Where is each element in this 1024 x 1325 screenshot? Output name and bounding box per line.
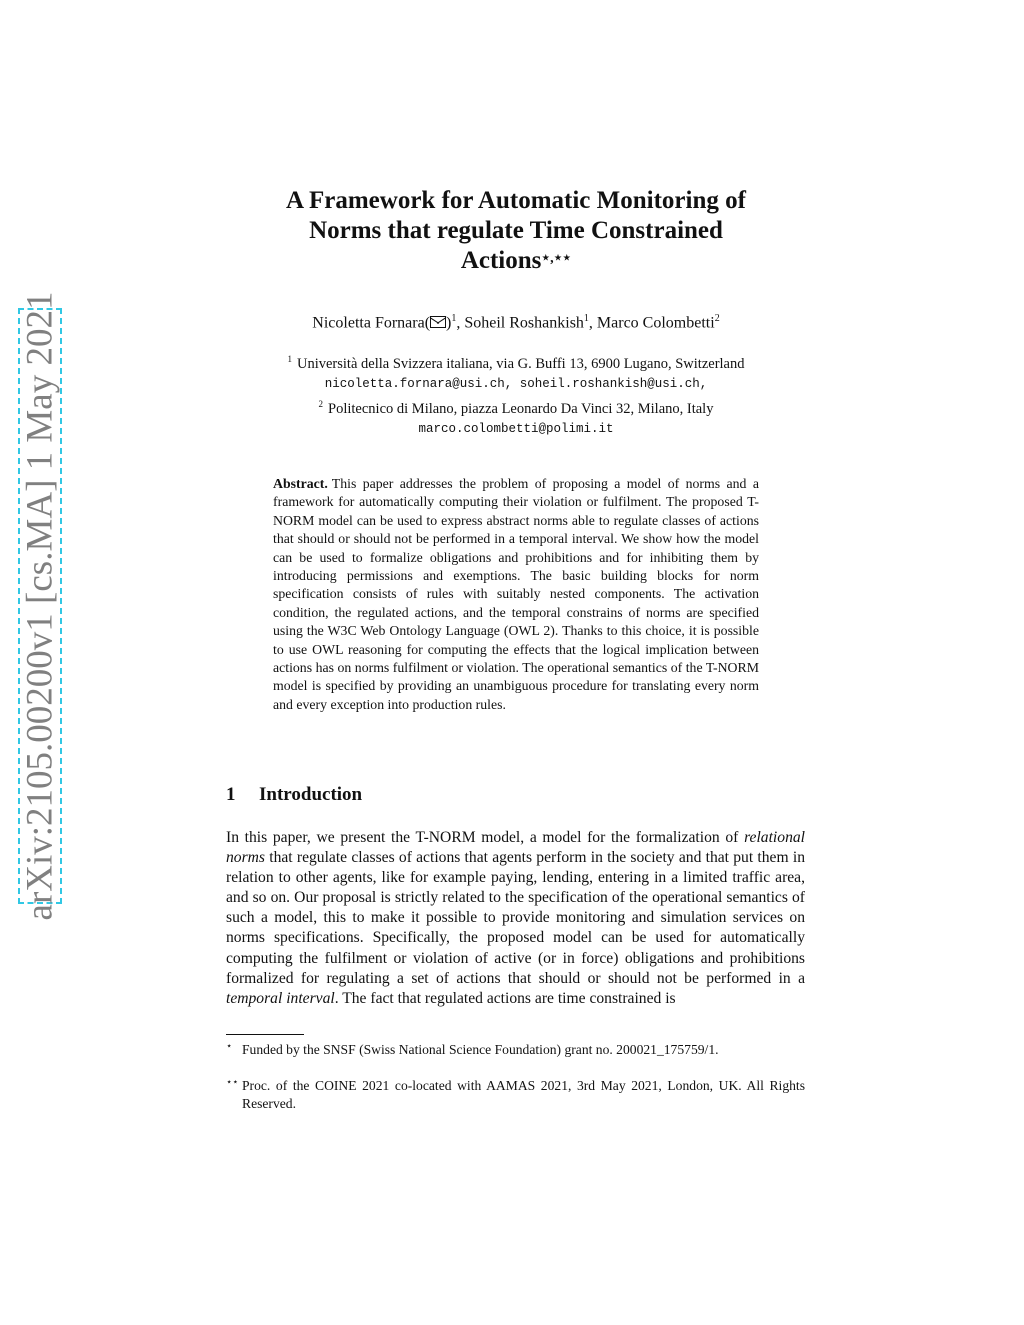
abstract	[273, 475, 759, 714]
title-line-1: A Framework for Automatic Monitoring of	[286, 187, 746, 214]
section-title: Introduction	[259, 784, 363, 805]
intro-text-b: that regulate classes of actions that agents perform in the society and that put them in relation to other agents, like for example paying, lending, entering in a limited traffic area, and so on. Our proposal is strictly related to the specification of the operational semantics of such a model, this to make it possible to provide monitoring and simulation services on norms specifications. Specifically, the proposed model can be used for automatically computing the fulfilment or violation of active (or in force) obligations and prohibitions formalized for regulating a set of actions that should or should not be performed in a	[226, 849, 805, 987]
title-line-2: Norms that regulate Time Constrained	[309, 217, 723, 244]
arxiv-stamp-text: arXiv:2105.00200v1 [cs.MA] 1 May 2021	[19, 291, 61, 921]
title-line-3	[200, 246, 832, 276]
footnote-rule	[226, 1034, 304, 1035]
footnote-1-mark: ⋆	[226, 1041, 233, 1052]
affiliation-1-institution: Università della Svizzera italiana, via G. Buffi 13, 6900 Lugano, Switzerland	[297, 355, 745, 372]
author-2-affil: 1	[583, 313, 589, 324]
abstract-text: This paper addresses the problem of proposing a model of norms and a framework for automatically computing their violation or fulfilment. The proposed T-NORM model can be used to express abstract norms able to regulate classes of actions that should or should not be performed in a temporal interval. We show how the model can be used to formalize obligations and prohibitions and for inhibiting them by introducing permissions and exemptions. The basic building blocks for norm specification consists of rules with suitably nested components. The activation condition, the regulated actions, and the temporal constrains of norms are specified using the W3C Web Ontology Language (OWL 2). Thanks to this choice, it is possible to use OWL reasoning for computing the effects that the logical implication between actions has on norms fulfilment or violation. The operational semantics of the T-NORM model is specified by providing an unambiguous procedure for translating every norm and every exception into production rules.	[273, 476, 759, 712]
section-heading-introduction	[226, 784, 362, 806]
author-list	[200, 313, 832, 332]
intro-paragraph	[226, 828, 805, 1009]
abstract-label: Abstract.	[273, 476, 328, 491]
footnote-2-text: Proc. of the COINE 2021 co-located with AAMAS 2021, 3rd May 2021, London, UK. All Rights Reserved.	[242, 1078, 805, 1111]
title-line-3-text: Actions	[460, 247, 542, 274]
paper-title	[200, 186, 832, 276]
intro-emphasis-relational-norms: relational norms	[226, 829, 805, 867]
intro-text-c: . The fact that regulated actions are time constrained is	[334, 989, 676, 1007]
affiliation-2-emails: marco.colombetti@polimi.it	[418, 421, 614, 436]
footnote-2-mark: ⋆⋆	[226, 1077, 239, 1088]
footnote-1	[226, 1041, 805, 1059]
author-2-name: , Soheil Roshankish	[456, 314, 584, 332]
affiliation-1	[200, 349, 832, 374]
affiliation-1-num: 1	[287, 354, 292, 364]
footnote-1-text: Funded by the SNSF (Swiss National Science Foundation) grant no. 200021_175759/1.	[242, 1042, 719, 1057]
author-3-affil: 2	[714, 313, 720, 324]
affiliation-2-num: 2	[318, 398, 324, 409]
envelope-icon	[430, 316, 446, 328]
author-1-affil: 1	[451, 313, 457, 324]
affiliations	[200, 349, 832, 439]
intro-text-a: In this paper, we present the T-NORM model, a model for the formalization of	[226, 829, 745, 846]
title-footnote-marks: ⋆,⋆⋆	[541, 251, 572, 266]
author-1-close: )	[446, 314, 452, 332]
footnote-2	[226, 1077, 805, 1113]
section-number: 1	[226, 784, 236, 805]
author-3-name: , Marco Colombetti	[588, 314, 715, 332]
affiliation-1-emails: nicoletta.fornara@usi.ch, soheil.roshankish@usi.ch,	[324, 376, 708, 391]
author-1-name: Nicoletta Fornara(	[312, 314, 431, 332]
affiliation-2	[200, 394, 832, 419]
arxiv-stamp	[18, 291, 62, 921]
intro-emphasis-temporal-interval: temporal interval	[226, 989, 335, 1007]
affiliation-2-institution: Politecnico di Milano, piazza Leonardo Da Vinci 32, Milano, Italy	[328, 400, 714, 417]
